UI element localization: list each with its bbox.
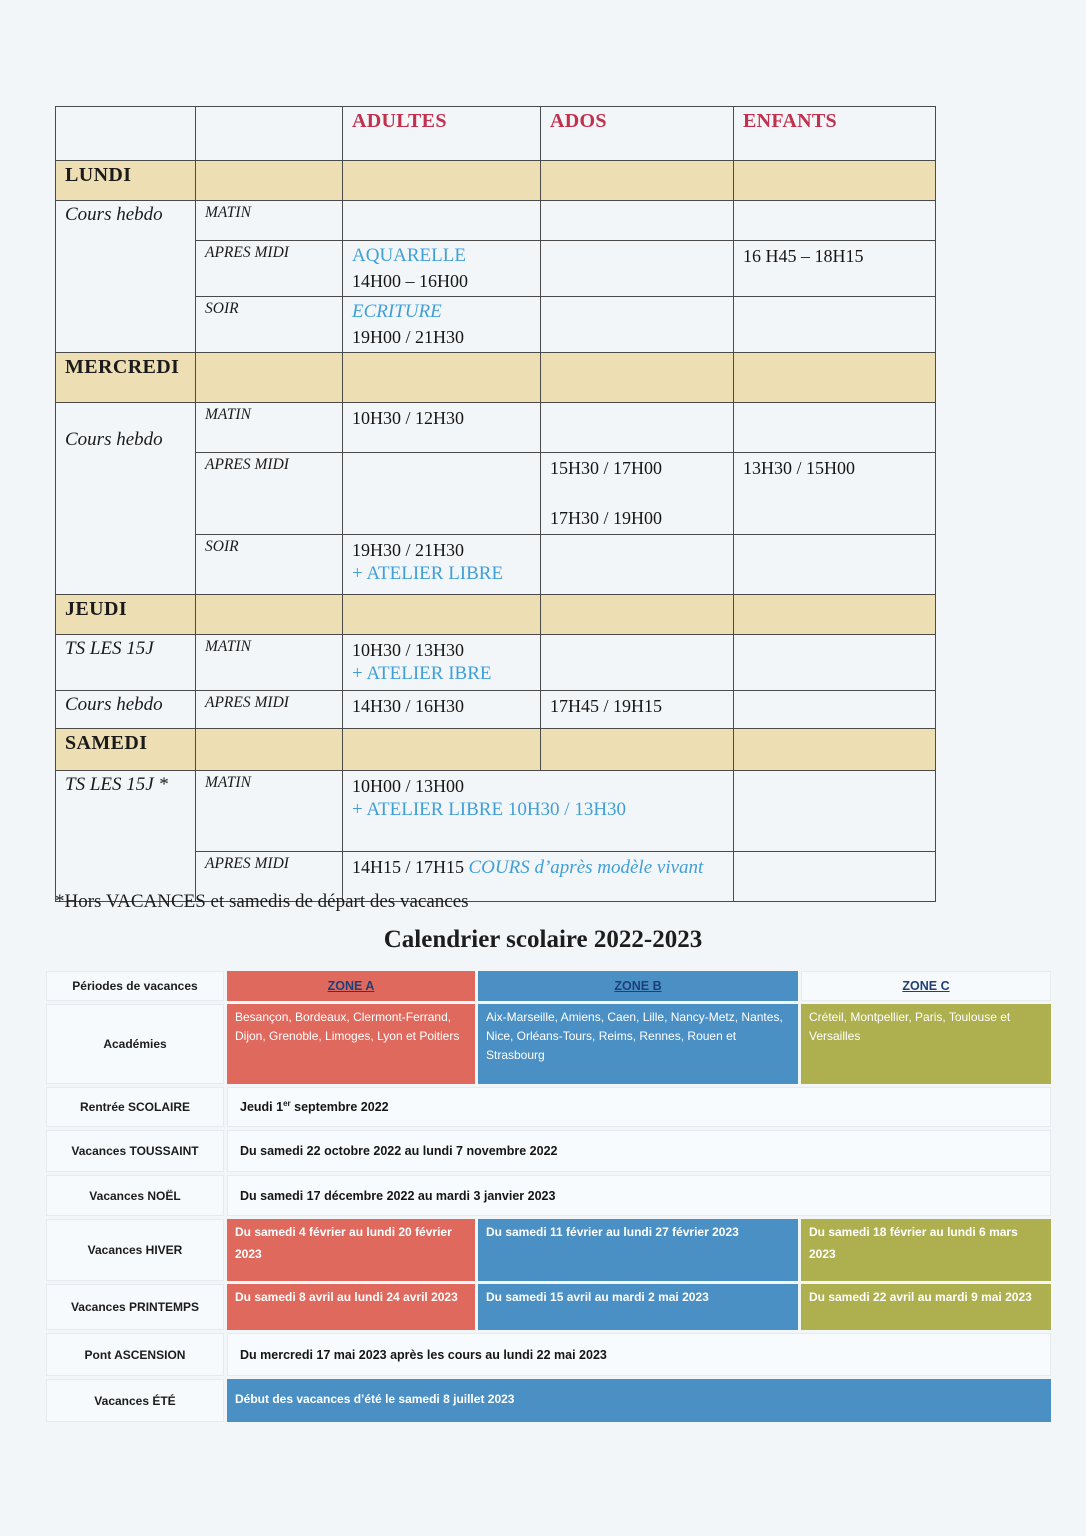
hiver-zone-b: Du samedi 11 février au lundi 27 février 2023 [478, 1219, 798, 1281]
cell-jeudi-apres-adultes [343, 690, 541, 728]
row-samedi-matin [56, 770, 936, 851]
day-band-lundi [56, 161, 936, 201]
hiver-zone-c: Du samedi 18 février au lundi 6 mars 2023 [801, 1219, 1051, 1281]
cell-lundi-apres-adultes [343, 241, 541, 297]
rentree-value-part1: Jeudi 1 [240, 1100, 284, 1115]
toussaint-value: Du samedi 22 octobre 2022 au lundi 7 novembre 2022 [227, 1130, 1051, 1172]
cell-samedi-matin-adultes-ados [343, 770, 734, 851]
cell-empty [343, 201, 541, 241]
ete-row [46, 1379, 1051, 1422]
header-empty-cell-2 [196, 107, 343, 161]
time-samedi-matin: 10H00 / 13H00 [352, 775, 464, 796]
noel-row [46, 1175, 1051, 1216]
ascension-row [46, 1333, 1051, 1376]
cell-empty [541, 534, 734, 594]
column-header-adultes: ADULTES [343, 107, 541, 161]
band-cell [343, 161, 541, 201]
toussaint-row [46, 1130, 1051, 1172]
ete-value: Début des vacances d’été le samedi 8 juillet 2023 [227, 1379, 1051, 1422]
calendar-table [43, 968, 1054, 1425]
row-jeudi-matin [56, 634, 936, 690]
printemps-zone-c: Du samedi 22 avril au mardi 9 mai 2023 [801, 1284, 1051, 1330]
period-mercredi-apres: APRES MIDI [196, 452, 343, 534]
cell-mercredi-apres-ados [541, 452, 734, 534]
extra-atelier-jeudi: + ATELIER IBRE [352, 662, 492, 684]
rentree-value-sup: er [283, 1099, 291, 1109]
day-name-mercredi: MERCREDI [56, 352, 196, 402]
cell-jeudi-matin-adultes [343, 634, 541, 690]
academies-row [46, 1004, 1051, 1084]
band-cell [196, 594, 343, 634]
band-cell [196, 161, 343, 201]
noel-label: Vacances NOËL [46, 1175, 224, 1216]
extra-atelier-libre-samedi: + ATELIER LIBRE 10H30 / 13H30 [352, 798, 627, 820]
course-aquarelle: AQUARELLE [352, 245, 466, 266]
academies-zone-c: Créteil, Montpellier, Paris, Toulouse et Versailles [801, 1004, 1051, 1084]
group-label-jeudi-ts: TS LES 15J [56, 634, 196, 690]
zone-c-header: ZONE C [801, 971, 1051, 1001]
printemps-zone-b: Du samedi 15 avril au mardi 2 mai 2023 [478, 1284, 798, 1330]
calendar-header-label: Périodes de vacances [46, 971, 224, 1001]
cell-empty [734, 690, 936, 728]
group-label-lundi: Cours hebdo [56, 201, 196, 353]
day-band-mercredi [56, 352, 936, 402]
hiver-zone-a: Du samedi 4 février au lundi 20 février 2023 [227, 1219, 475, 1281]
period-lundi-apres: APRES MIDI [196, 241, 343, 297]
hiver-row [46, 1219, 1051, 1281]
cell-lundi-apres-enfants [734, 241, 936, 297]
cell-empty [541, 402, 734, 452]
time-lundi-soir-adultes: 19H00 / 21H30 [352, 326, 464, 347]
calendar-table-container [43, 968, 1054, 1425]
cell-jeudi-apres-ados [541, 690, 734, 728]
ascension-label: Pont ASCENSION [46, 1333, 224, 1376]
cell-empty [734, 296, 936, 352]
band-cell [734, 728, 936, 770]
cell-empty [734, 402, 936, 452]
cell-empty [343, 452, 541, 534]
hiver-label: Vacances HIVER [46, 1219, 224, 1281]
cell-empty [734, 770, 936, 851]
row-lundi-matin [56, 201, 936, 241]
period-lundi-soir: SOIR [196, 296, 343, 352]
calendar-title: Calendrier scolaire 2022-2023 [383, 926, 703, 953]
period-mercredi-soir: SOIR [196, 534, 343, 594]
schedule-footnote: *Hors VACANCES et samedis de départ des vacances [55, 891, 469, 912]
rentree-value-part2: septembre 2022 [290, 1100, 389, 1115]
cell-empty [734, 534, 936, 594]
time-samedi-apres: 14H15 / 17H15 [352, 856, 469, 877]
band-cell [541, 161, 734, 201]
ascension-value: Du mercredi 17 mai 2023 après les cours au lundi 22 mai 2023 [227, 1333, 1051, 1376]
time-mercredi-soir-adultes: 19H30 / 21H30 [352, 539, 464, 560]
academies-zone-a: Besançon, Bordeaux, Clermont-Ferrand, Dijon, Grenoble, Limoges, Lyon et Poitiers [227, 1004, 475, 1084]
time-lundi-apres-adultes: 14H00 – 16H00 [352, 270, 468, 291]
printemps-row [46, 1284, 1051, 1330]
time-lundi-apres-enfants: 16 H45 – 18H15 [743, 246, 864, 266]
cell-mercredi-soir-adultes [343, 534, 541, 594]
time-jeudi-matin-adultes: 10H30 / 13H30 [352, 639, 464, 660]
cell-mercredi-apres-enfants [734, 452, 936, 534]
band-cell [734, 594, 936, 634]
rentree-label: Rentrée SCOLAIRE [46, 1087, 224, 1127]
period-lundi-matin: MATIN [196, 201, 343, 241]
schedule-table [55, 106, 936, 902]
column-header-ados: ADOS [541, 107, 734, 161]
cell-mercredi-matin-adultes [343, 402, 541, 452]
cell-lundi-soir-adultes [343, 296, 541, 352]
rentree-row [46, 1087, 1051, 1127]
period-mercredi-matin: MATIN [196, 402, 343, 452]
toussaint-label: Vacances TOUSSAINT [46, 1130, 224, 1172]
cell-empty [541, 241, 734, 297]
time-mercredi-apres-ados-1: 15H30 / 17H00 [550, 457, 662, 478]
time-mercredi-matin-adultes: 10H30 / 12H30 [352, 407, 464, 428]
column-header-enfants: ENFANTS [734, 107, 936, 161]
period-samedi-matin: MATIN [196, 770, 343, 851]
printemps-zone-a: Du samedi 8 avril au lundi 24 avril 2023 [227, 1284, 475, 1330]
group-label-jeudi-hebdo: Cours hebdo [56, 690, 196, 728]
zone-b-header: ZONE B [478, 971, 798, 1001]
zone-a-header: ZONE A [227, 971, 475, 1001]
band-cell [541, 728, 734, 770]
calendar-header-row [46, 971, 1051, 1001]
band-cell [541, 594, 734, 634]
period-samedi-apres: APRES MIDI [196, 851, 343, 901]
header-empty-cell-1 [56, 107, 196, 161]
cell-empty [541, 634, 734, 690]
band-cell [343, 728, 541, 770]
band-cell [734, 352, 936, 402]
cell-empty [734, 634, 936, 690]
group-label-mercredi: Cours hebdo [56, 402, 196, 594]
day-band-jeudi [56, 594, 936, 634]
day-name-samedi: SAMEDI [56, 728, 196, 770]
period-jeudi-matin: MATIN [196, 634, 343, 690]
period-jeudi-apres: APRES MIDI [196, 690, 343, 728]
schedule-table-container [55, 106, 936, 902]
time-jeudi-apres-ados: 17H45 / 19H15 [550, 695, 662, 716]
band-cell [734, 161, 936, 201]
schedule-header-row [56, 107, 936, 161]
band-cell [343, 594, 541, 634]
day-band-samedi [56, 728, 936, 770]
ete-label: Vacances ÉTÉ [46, 1379, 224, 1422]
cell-empty [734, 201, 936, 241]
cell-empty [541, 201, 734, 241]
time-jeudi-apres-adultes: 14H30 / 16H30 [352, 695, 464, 716]
academies-label: Académies [46, 1004, 224, 1084]
row-jeudi-apres-midi [56, 690, 936, 728]
band-cell [196, 352, 343, 402]
band-cell [196, 728, 343, 770]
course-ecriture: ECRITURE [352, 300, 442, 322]
rentree-value [227, 1087, 1051, 1127]
noel-value: Du samedi 17 décembre 2022 au mardi 3 janvier 2023 [227, 1175, 1051, 1216]
band-cell [343, 352, 541, 402]
cell-empty [541, 296, 734, 352]
academies-zone-b: Aix-Marseille, Amiens, Caen, Lille, Nancy-Metz, Nantes, Nice, Orléans-Tours, Reims, Rennes, Rouen et Strasbourg [478, 1004, 798, 1084]
day-name-jeudi: JEUDI [56, 594, 196, 634]
group-label-samedi: TS LES 15J * [56, 770, 196, 901]
printemps-label: Vacances PRINTEMPS [46, 1284, 224, 1330]
band-cell [541, 352, 734, 402]
row-mercredi-matin [56, 402, 936, 452]
course-modele-vivant: COURS d’après modèle vivant [468, 856, 704, 878]
day-name-lundi: LUNDI [56, 161, 196, 201]
time-mercredi-apres-ados-2: 17H30 / 19H00 [550, 508, 662, 529]
extra-atelier-libre-mercredi: + ATELIER LIBRE [352, 562, 504, 584]
cell-empty [734, 851, 936, 901]
time-mercredi-apres-enfants: 13H30 / 15H00 [743, 457, 855, 478]
